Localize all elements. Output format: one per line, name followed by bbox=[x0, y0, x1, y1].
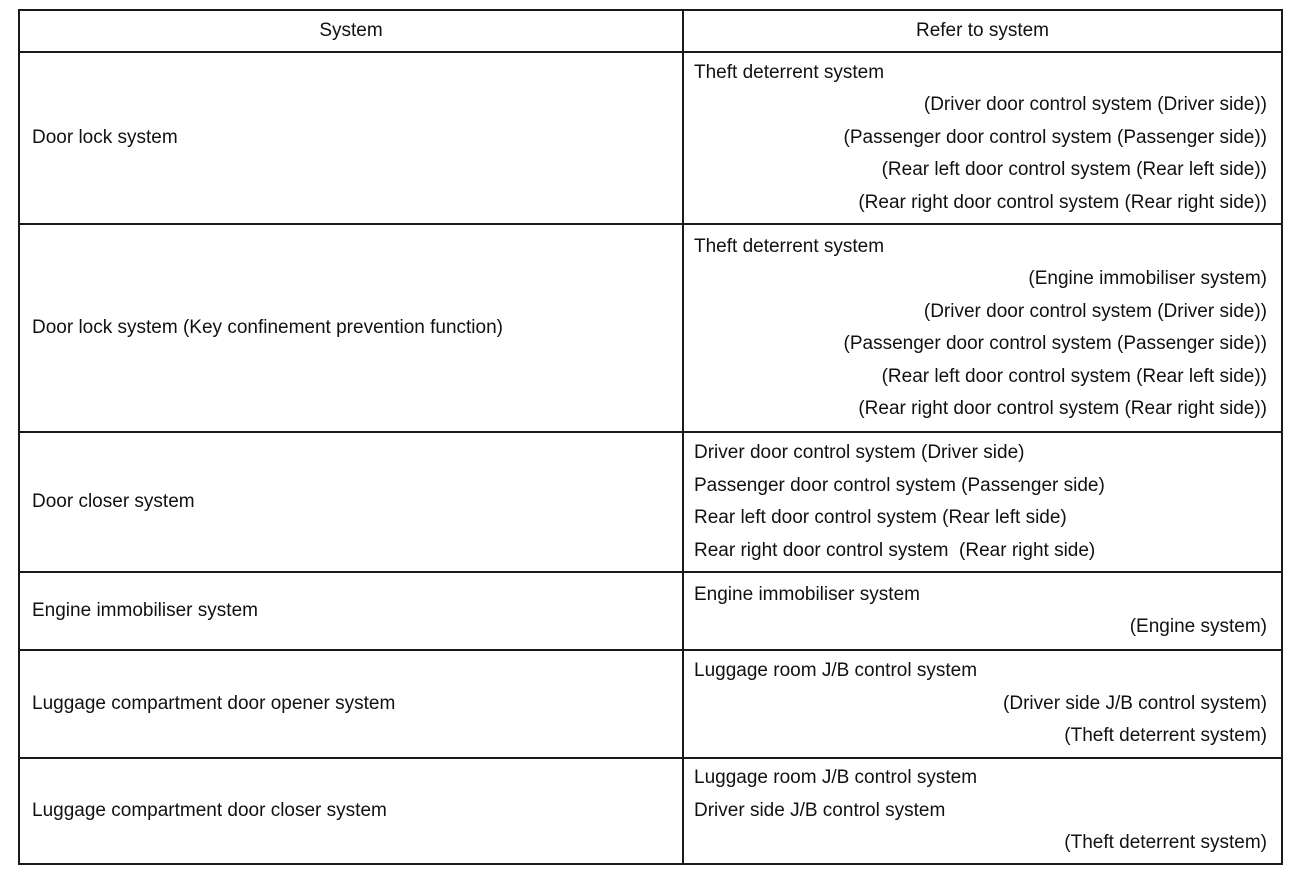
ref-line: Driver door control system (Driver side) bbox=[694, 442, 1025, 463]
refer-to-cell bbox=[683, 224, 1282, 432]
ref-line: Driver side J/B control system bbox=[694, 799, 946, 821]
header-system: System bbox=[19, 10, 683, 52]
ref-line: (Passenger door control system (Passenger side)) bbox=[843, 126, 1267, 148]
ref-line: (Rear right door control system (Rear right side)) bbox=[858, 191, 1267, 213]
refer-to-cell bbox=[683, 432, 1282, 572]
table-row bbox=[19, 224, 1282, 432]
refer-to-cell bbox=[683, 758, 1282, 864]
ref-line: Passenger door control system (Passenger side) bbox=[694, 474, 1105, 496]
ref-line: (Rear left door control system (Rear left side)) bbox=[881, 159, 1267, 181]
ref-line: (Engine immobiliser system) bbox=[1028, 268, 1267, 289]
ref-line: Rear left door control system (Rear left side) bbox=[694, 507, 1067, 528]
system-reference-table bbox=[18, 9, 1283, 865]
ref-line: Theft deterrent system bbox=[694, 61, 885, 83]
refer-to-cell bbox=[683, 52, 1282, 224]
table-row bbox=[19, 52, 1282, 224]
table-row bbox=[19, 650, 1282, 758]
header-refer-to-system: Refer to system bbox=[683, 10, 1282, 52]
ref-line: (Theft deterrent system) bbox=[1064, 832, 1267, 854]
system-name-cell: Luggage compartment door closer system bbox=[19, 758, 683, 864]
refer-to-cell bbox=[683, 572, 1282, 650]
ref-line: Engine immobiliser system bbox=[694, 583, 920, 605]
ref-line: Theft deterrent system bbox=[694, 235, 885, 257]
ref-line: Luggage room J/B control system bbox=[694, 660, 978, 682]
system-name-cell: Luggage compartment door opener system bbox=[19, 650, 683, 758]
ref-line: (Rear right door control system (Rear right side)) bbox=[858, 398, 1267, 419]
table-row bbox=[19, 758, 1282, 864]
refer-to-cell bbox=[683, 650, 1282, 758]
ref-line: (Theft deterrent system) bbox=[1064, 725, 1267, 747]
system-name-cell: Door lock system bbox=[19, 52, 683, 224]
system-name-cell: Engine immobiliser system bbox=[19, 572, 683, 650]
ref-line: (Driver door control system (Driver side)) bbox=[923, 94, 1267, 116]
header-row bbox=[19, 10, 1282, 52]
ref-line: Rear right door control system (Rear right side) bbox=[694, 539, 1096, 561]
system-name-cell: Door closer system bbox=[19, 432, 683, 572]
system-name-cell: Door lock system (Key confinement prevention function) bbox=[19, 224, 683, 432]
table-row bbox=[19, 432, 1282, 572]
ref-line: (Driver door control system (Driver side)) bbox=[923, 300, 1267, 322]
ref-line: (Driver side J/B control system) bbox=[1003, 692, 1267, 714]
ref-line: (Passenger door control system (Passenger side)) bbox=[843, 333, 1267, 354]
table-row bbox=[19, 572, 1282, 650]
ref-line: Luggage room J/B control system bbox=[694, 767, 978, 789]
ref-line: (Rear left door control system (Rear left side)) bbox=[881, 365, 1267, 387]
ref-line: (Engine system) bbox=[1129, 616, 1267, 637]
